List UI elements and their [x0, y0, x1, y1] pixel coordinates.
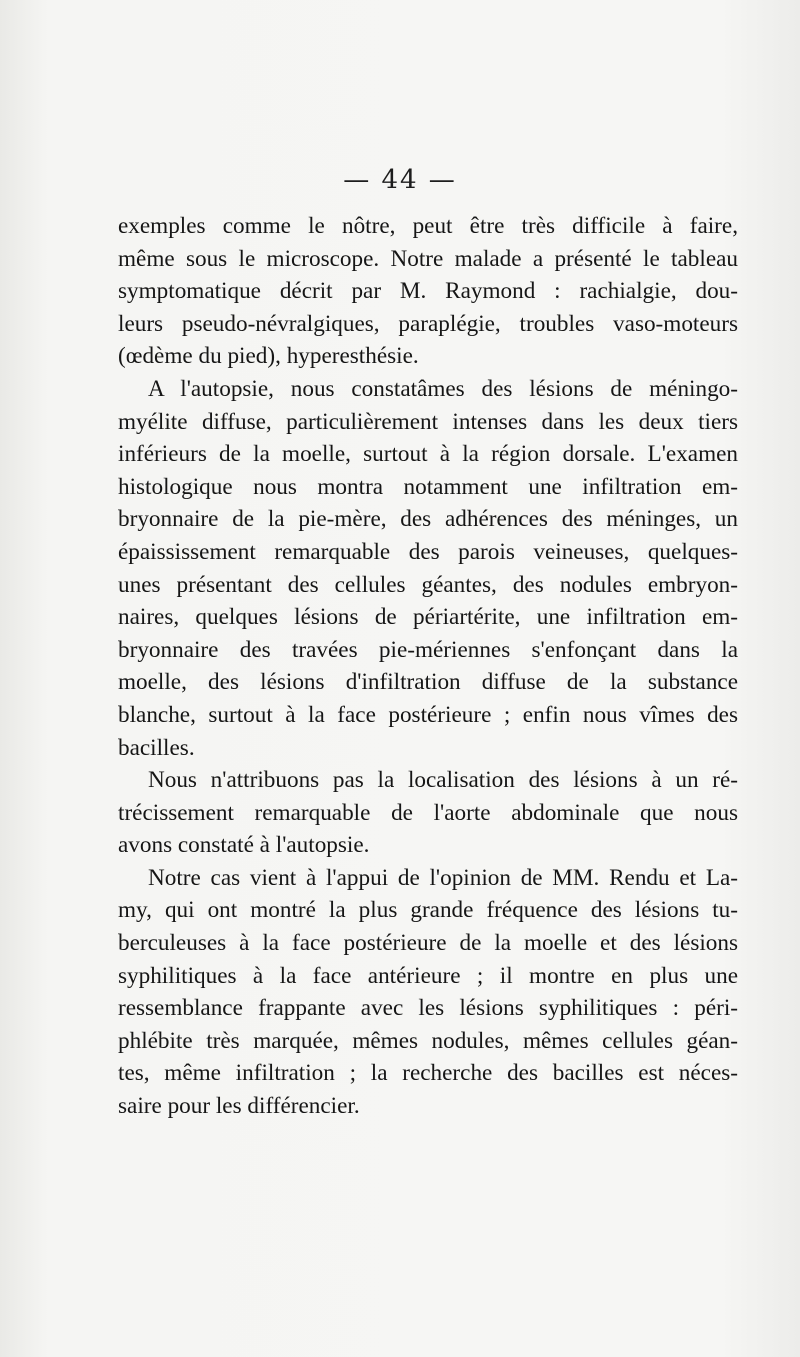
text-line: my, qui ont montré la plus grande fréquence des lésions tu-	[118, 897, 738, 924]
text-line: symptomatique décrit par M. Raymond : rachialgie, dou-	[118, 278, 738, 305]
body-text	[118, 210, 738, 1123]
text-line: histologique nous montra notamment une infiltration em-	[118, 473, 738, 500]
text-line: inférieurs de la moelle, surtout à la région dorsale. L'examen	[118, 441, 738, 468]
text-line: naires, quelques lésions de périartérite, une infiltration em-	[118, 604, 738, 631]
text-line: même sous le microscope. Notre malade a présenté le tableau	[118, 245, 738, 272]
text-line: myélite diffuse, particulièrement intenses dans les deux tiers	[118, 408, 738, 435]
text-line: avons constaté à l'autopsie.	[118, 832, 370, 859]
text-line: unes présentant des cellules géantes, des nodules embryon-	[118, 571, 738, 598]
paragraph-4	[118, 862, 738, 1123]
text-line: saire pour les différencier.	[118, 1093, 360, 1120]
text-line: blanche, surtout à la face postérieure ; enfin nous vîmes des	[118, 701, 738, 728]
text-line: bacilles.	[118, 734, 195, 761]
text-line: trécissement remarquable de l'aorte abdominale que nous	[118, 799, 738, 826]
text-line: épaississement remarquable des parois veineuses, quelques-	[118, 538, 738, 565]
page-number: — 44 —	[343, 165, 457, 195]
text-line: moelle, des lésions d'infiltration diffuse de la substance	[118, 669, 738, 696]
text-line: ressemblance frappante avec les lésions syphilitiques : péri-	[118, 995, 738, 1022]
text-line: leurs pseudo-névralgiques, paraplégie, troubles vaso-moteurs	[118, 310, 738, 337]
paragraph-2	[118, 373, 738, 764]
paragraph-3	[118, 764, 738, 862]
text-line: bryonnaire des travées pie-mériennes s'enfonçant dans la	[118, 636, 738, 663]
text-line: A l'autopsie, nous constatâmes des lésions de méningo-	[148, 375, 738, 402]
text-line: berculeuses à la face postérieure de la moelle et des lésions	[118, 930, 738, 957]
text-line: phlébite très marquée, mêmes nodules, mêmes cellules géan-	[118, 1027, 738, 1054]
paragraph-1	[118, 210, 738, 373]
text-line: Nous n'attribuons pas la localisation des lésions à un ré-	[148, 767, 738, 794]
text-line: (œdème du pied), hyperesthésie.	[118, 343, 419, 370]
text-line: syphilitiques à la face antérieure ; il montre en plus une	[118, 962, 738, 989]
text-line: bryonnaire de la pie-mère, des adhérences des méninges, un	[118, 506, 738, 533]
text-line: exemples comme le nôtre, peut être très difficile à faire,	[118, 213, 738, 239]
text-line: Notre cas vient à l'appui de l'opinion de MM. Rendu et La-	[148, 864, 738, 891]
text-line: tes, même infiltration ; la recherche des bacilles est néces-	[118, 1060, 738, 1087]
